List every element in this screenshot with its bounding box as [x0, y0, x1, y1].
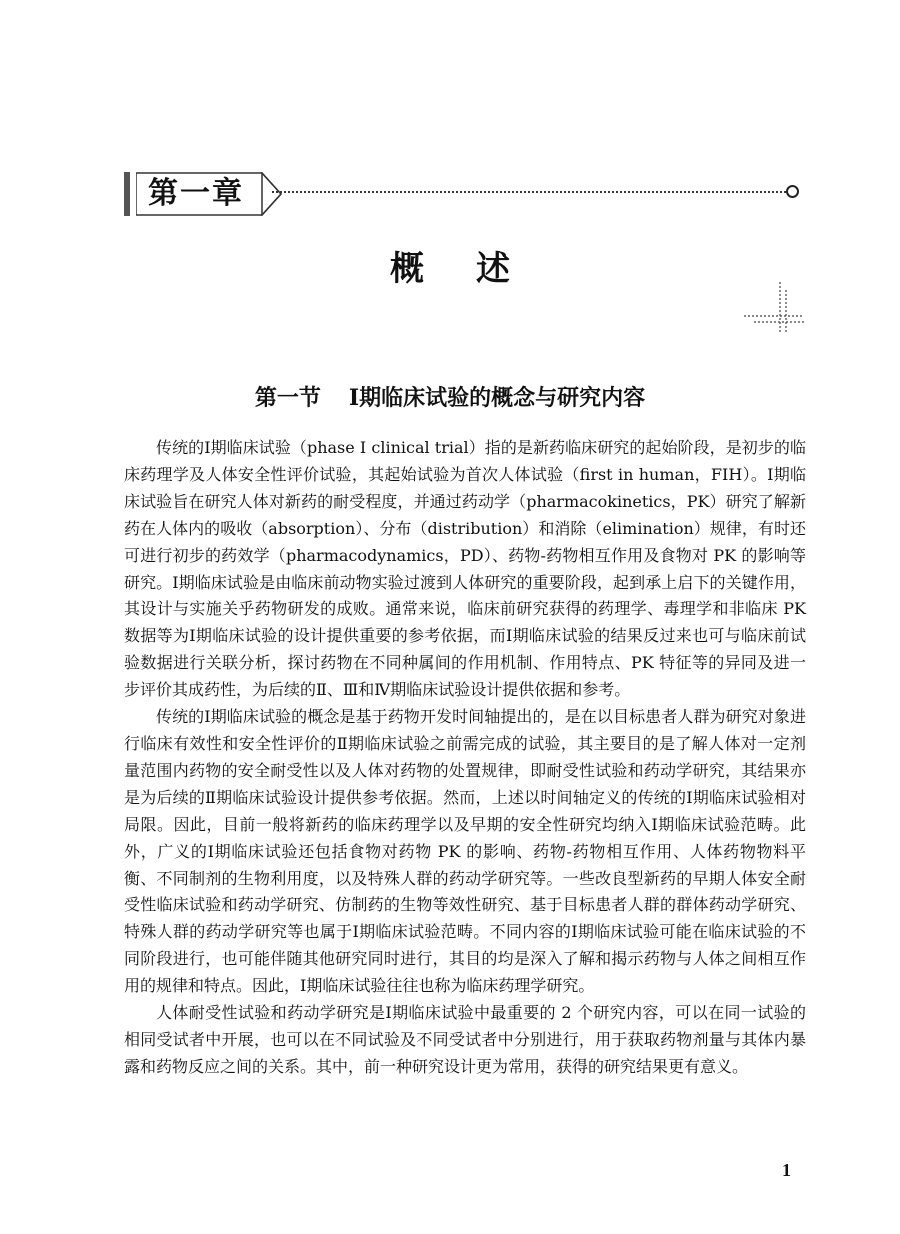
chapter-label: 第一章 [148, 176, 244, 211]
page-number: 1 [782, 1160, 791, 1180]
paragraph-2: 传统的Ⅰ期临床试验的概念是基于药物开发时间轴提出的，是在以目标患者人群为研究对象进行临床有效性和安全性评价的Ⅱ期临床试验之前需完成的试验，其主要目的是了解人体对一定剂量范围内药物的安全耐受性以及人体对药物的处置规律，即耐受性试验和药动学研究，其结果亦是为后续的Ⅱ期临床试验设计提供参考依据。然而，上述以时间轴定义的传统的Ⅰ期临床试验相对局限。因此，目前一般将新药的临床药理学以及早期的安全性研究均纳入Ⅰ期临床试验范畴。此外，广义的Ⅰ期临床试验还包括食物对药物 PK 的影响、药物-药物相互作用、人体药物物料平衡、不同制剂的生物利用度，以及特殊人群的药动学研究等。一些改良型新药的早期人体安全耐受性临床试验和药动学研究、仿制药的生物等效性研究、基于目标患者人群的群体药动学研究、特殊人群的药动学研究等也属于Ⅰ期临床试验范畴。不同内容的Ⅰ期临床试验可能在临床试验的不同阶段进行，也可能伴随其他研究同时进行，其目的均是深入了解和揭示药物与人体之间相互作用的规律和特点。因此，Ⅰ期临床试验往往也称为临床药理学研究。 [124, 707, 806, 996]
paragraph-1: 传统的Ⅰ期临床试验（phase Ⅰ clinical trial）指的是新药临床研究的起始阶段，是初步的临床药理学及人体安全性评价试验，其起始试验为首次人体试验（first in human，FIH）。Ⅰ期临床试验旨在研究人体对新药的耐受程度，并通过药动学（pharmacokinetics，PK）研究了解新药在人体内的吸收（absorption）、分布（distribution）和消除（elimination）规律，有时还可进行初步的药效学（pharmacodynamics，PD）、药物-药物相互作用及食物对 PK 的影响等研究。Ⅰ期临床试验是由临床前动物实验过渡到人体研究的重要阶段，起到承上启下的关键作用，其设计与实施关乎药物研发的成败。通常来说，临床前研究获得的药理学、毒理学和非临床 PK 数据等为Ⅰ期临床试验的设计提供重要的参考依据，而Ⅰ期临床试验的结果反过来也可与临床前试验数据进行关联分析，探讨药物在不同种属间的作用机制、作用特点、PK 特征等的异同及进一步评价其成药性，为后续的Ⅱ、Ⅲ和Ⅳ期临床试验设计提供依据和参考。 [124, 438, 806, 700]
chapter-end-circle-icon [786, 185, 799, 198]
chapter-tag [136, 172, 282, 216]
section-title [0, 381, 900, 415]
section-title-text: Ⅰ期临床试验的概念与研究内容 [348, 385, 646, 411]
corner-ornament-icon [744, 282, 804, 332]
chapter-title: 概述 [390, 249, 562, 289]
paragraph-3: 人体耐受性试验和药动学研究是Ⅰ期临床试验中最重要的 2 个研究内容，可以在同一试验的相同受试者中开展，也可以在不同试验及不同受试者中分别进行，用于获取药物剂量与其体内暴露和药物反应之间的关系。其中，前一种研究设计更为常用，获得的研究结果更有意义。 [124, 1003, 806, 1076]
chapter-side-bar [124, 172, 130, 216]
chapter-dotted-rule [272, 191, 786, 193]
section-number: 第一节 [254, 385, 321, 411]
chapter-banner [124, 172, 804, 216]
body-text [124, 435, 806, 1081]
